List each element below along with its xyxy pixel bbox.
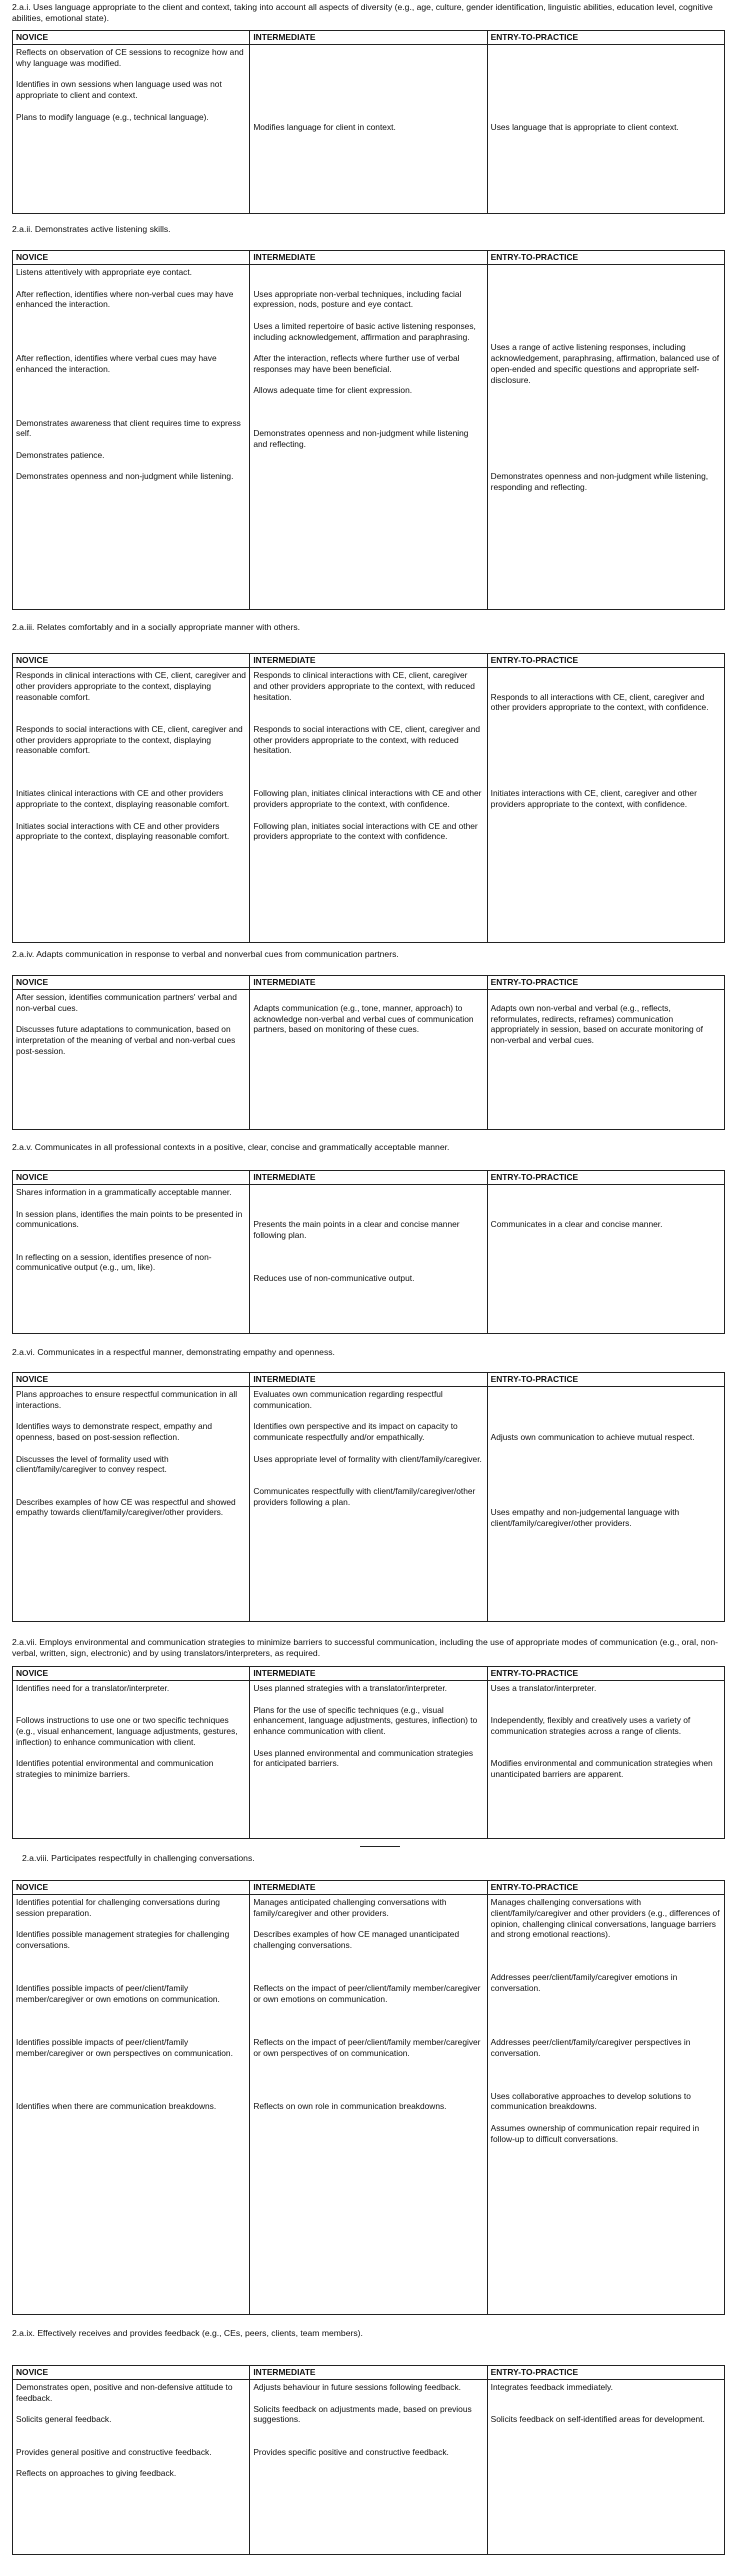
col-header-novice: NOVICE	[13, 251, 250, 265]
col-header-intermediate: INTERMEDIATE	[250, 1667, 487, 1681]
intermediate-cell: Manages anticipated challenging conversations with family/caregiver and other providers. Describes examples of how CE managed unanticipated challenging conversations. Reflects on the impact of peer/client/family member/caregiver or own emotions on communication. Reflects on the impact of peer/client/family member/caregiver or own perspectives of on communication. Reflects on own role in communication breakdowns.	[253, 1897, 481, 2112]
entry-to-practice-cell: Responds to all interactions with CE, client, caregiver and other providers appropriate to the context, with confidence. Initiates interactions with CE, client, caregiver and other providers appropriate to the context, with confidence.	[490, 691, 709, 809]
competency-table-2aii	[12, 250, 725, 610]
col-header-novice: NOVICE	[13, 1171, 250, 1185]
novice-cell: Shares information in a grammatically acceptable manner. In session plans, identifies the main points to be presented in communications. In reflecting on a session, identifies presence of non-communicative output (e.g., um, like).	[16, 1187, 243, 1273]
section-heading-2aiii: 2.a.iii. Relates comfortably and in a socially appropriate manner with others.	[12, 622, 301, 632]
competency-table-2avi	[12, 1372, 725, 1622]
competency-table-2av	[12, 1170, 725, 1334]
competency-table-2aiii	[12, 653, 725, 943]
entry-to-practice-cell: Uses a translator/interpreter. Independently, flexibly and creatively uses a variety of communication strategies across a range of clients. Modifies environmental and communication strategies when unanticipated barriers are apparent.	[490, 1683, 713, 1779]
col-header-entry-to-practice: ENTRY-TO-PRACTICE	[487, 1373, 724, 1387]
intermediate-cell: Modifies language for client in context.	[253, 122, 396, 133]
section-heading-2avii: 2.a.vii. Employs environmental and communication strategies to minimize barriers to successful communication, including the use of appropriate modes of communication (e.g., oral, non-verbal, written, sign, electronic) and by using translators/interpreters, as required.	[12, 1637, 718, 1659]
col-header-novice: NOVICE	[13, 1373, 250, 1387]
col-header-entry-to-practice: ENTRY-TO-PRACTICE	[487, 976, 724, 990]
col-header-entry-to-practice: ENTRY-TO-PRACTICE	[487, 1171, 724, 1185]
novice-cell: Listens attentively with appropriate eye contact. After reflection, identifies where non-verbal cues may have enhanced the interaction. After reflection, identifies where verbal cues may have enhanced the interaction. Demonstrates awareness that client requires time to express self. Demonstrates patience. Demonstrates openness and non-judgment while listening.	[16, 267, 241, 482]
col-header-intermediate: INTERMEDIATE	[250, 251, 487, 265]
entry-to-practice-cell: Communicates in a clear and concise manner.	[490, 1219, 663, 1230]
competency-table-2aiv	[12, 975, 725, 1130]
novice-cell: Plans approaches to ensure respectful communication in all interactions. Identifies ways to demonstrate respect, empathy and openness, based on post-session reflection. Discusses the level of formality used with client/family/caregiver to convey respect. Describes examples of how CE was respectful and showed empathy towards client/family/caregiver/other providers.	[16, 1389, 238, 1518]
col-header-intermediate: INTERMEDIATE	[250, 31, 487, 45]
competency-table-2avii	[12, 1666, 725, 1839]
entry-to-practice-cell: Adapts own non-verbal and verbal (e.g., reflects, reformulates, redirects, reframes) communication appropriately in session, based on accurate monitoring of non-verbal and verbal cues.	[490, 1002, 703, 1045]
competency-table-2aviii	[12, 1880, 725, 2315]
novice-cell: Demonstrates open, positive and non-defensive attitude to feedback. Solicits general feedback. Provides general positive and constructive feedback. Reflects on approaches to giving feedback.	[16, 2382, 233, 2478]
col-header-entry-to-practice: ENTRY-TO-PRACTICE	[487, 2366, 724, 2380]
intermediate-cell: Evaluates own communication regarding respectful communication. Identifies own perspective and its impact on capacity to communicate respectfully and/or empathically. Uses appropriate level of formality with client/family/caregiver. Communicates respectfully with client/family/caregiver/other providers following a plan.	[253, 1389, 482, 1507]
divider-line	[360, 1846, 400, 1847]
col-header-novice: NOVICE	[13, 31, 250, 45]
intermediate-cell: Adapts communication (e.g., tone, manner, approach) to acknowledge non-verbal and verbal cues of communication partners, based on monitoring of these cues.	[253, 1002, 474, 1035]
intermediate-cell: Uses appropriate non-verbal techniques, including facial expression, nods, posture and eye contact. Uses a limited repertoire of basic active listening responses, including acknowledgement, affirmation and paraphrasing. After the interaction, reflects where further use of verbal responses may have been beneficial. Allows adequate time for client expression. Demonstrates openness and non-judgment while listening and reflecting.	[253, 288, 476, 449]
col-header-novice: NOVICE	[13, 976, 250, 990]
intermediate-cell: Adjusts behaviour in future sessions following feedback. Solicits feedback on adjustments made, based on previous suggestions. Provides specific positive and constructive feedback.	[253, 2382, 472, 2457]
section-heading-2av: 2.a.v. Communicates in all professional contexts in a positive, clear, concise and grammatically acceptable manner.	[12, 1142, 450, 1152]
col-header-novice: NOVICE	[13, 1667, 250, 1681]
col-header-entry-to-practice: ENTRY-TO-PRACTICE	[487, 1667, 724, 1681]
novice-cell: Responds in clinical interactions with CE, client, caregiver and other providers appropriate to the context, displaying reasonable comfort. Responds to social interactions with CE, client, caregiver and other providers appropriate to the context, displaying reasonable comfort. Initiates clinical interactions with CE and other providers appropriate to the context, displaying reasonable comfort. Initiates social interactions with CE and other providers appropriate to the context, displaying reasonable comfort.	[16, 670, 246, 842]
section-heading-2avi: 2.a.vi. Communicates in a respectful manner, demonstrating empathy and openness.	[12, 1347, 335, 1357]
competency-table-2ai	[12, 30, 725, 214]
intermediate-cell: Presents the main points in a clear and concise manner following plan. Reduces use of non-communicative output.	[253, 1219, 460, 1283]
novice-cell: Identifies potential for challenging conversations during session preparation. Identifies possible management strategies for challenging conversations. Identifies possible impacts of peer/client/family member/caregiver or own emotions on communication. Identifies possible impacts of peer/client/family member/caregiver or own perspectives on communication. Identifies when there are communication breakdowns.	[16, 1897, 233, 2112]
section-heading-2ai: 2.a.i. Uses language appropriate to the client and context, taking into account all aspects of diversity (e.g., age, culture, gender identification, linguistic abilities, education level, cognitive abilities, emotional state).	[12, 2, 713, 24]
intermediate-cell: Responds to clinical interactions with CE, client, caregiver and other providers appropriate to the context, with reduced hesitation. Responds to social interactions with CE, client, caregiver and other providers appropriate to the context, with reduced hesitation. Following plan, initiates clinical interactions with CE and other providers appropriate to the context, with confidence. Following plan, initiates social interactions with CE and other providers appropriate to the context with confidence.	[253, 670, 482, 842]
col-header-entry-to-practice: ENTRY-TO-PRACTICE	[487, 251, 724, 265]
competency-table-2aix	[12, 2365, 725, 2555]
novice-cell: Reflects on observation of CE sessions to recognize how and why language was modified. Identifies in own sessions when language used was not appropriate to client and context. Plans to modify language (e.g., technical language).	[16, 47, 244, 122]
section-heading-2aix: 2.a.ix. Effectively receives and provides feedback (e.g., CEs, peers, clients, team members).	[12, 2328, 363, 2338]
entry-to-practice-cell: Uses a range of active listening responses, including acknowledgement, paraphrasing, affirmation, balanced use of open-ended and specific questions and appropriate self-disclosure. Demonstrates openness and non-judgment while listening, responding and reflecting.	[490, 342, 720, 492]
col-header-entry-to-practice: ENTRY-TO-PRACTICE	[487, 654, 724, 668]
entry-to-practice-cell: Manages challenging conversations with client/family/caregiver and other providers (e.g., differences of opinion, challenging clinical conversations, language barriers and strong emotional reactions). Addresses peer/client/family/caregiver emotions in conversation. Addresses peer/client/family/caregiver perspectives in conversation. Uses collaborative approaches to develop solutions to communication breakdowns. Assumes ownership of communication repair required in follow-up to difficult conversations.	[490, 1897, 720, 2144]
entry-to-practice-cell: Integrates feedback immediately. Solicits feedback on self-identified areas for development.	[490, 2382, 705, 2425]
novice-cell: After session, identifies communication partners' verbal and non-verbal cues. Discusses future adaptations to communication, based on interpretation of the meaning of verbal and non-verbal cues post-session.	[16, 992, 237, 1056]
novice-cell: Identifies need for a translator/interpreter. Follows instructions to use one or two specific techniques (e.g., visual enhancement, language adjustments, gestures, inflection) to enhance communication with client. Identifies potential environmental and communication strategies to minimize barriers.	[16, 1683, 238, 1779]
entry-to-practice-cell: Adjusts own communication to achieve mutual respect. Uses empathy and non-judgemental language with client/family/caregiver/other providers.	[490, 1432, 695, 1528]
entry-to-practice-cell: Uses language that is appropriate to client context.	[490, 122, 679, 133]
col-header-intermediate: INTERMEDIATE	[250, 1171, 487, 1185]
col-header-entry-to-practice: ENTRY-TO-PRACTICE	[487, 31, 724, 45]
col-header-intermediate: INTERMEDIATE	[250, 976, 487, 990]
col-header-novice: NOVICE	[13, 1881, 250, 1895]
col-header-intermediate: INTERMEDIATE	[250, 1881, 487, 1895]
intermediate-cell: Uses planned strategies with a translator/interpreter. Plans for the use of specific techniques (e.g., visual enhancement, language adjustments, gestures, inflection) to enhance communication with client. Uses planned environmental and communication strategies for anticipated barriers.	[253, 1683, 478, 1769]
col-header-novice: NOVICE	[13, 654, 250, 668]
section-heading-2aii: 2.a.ii. Demonstrates active listening skills.	[12, 224, 171, 234]
section-heading-2aviii: 2.a.viii. Participates respectfully in challenging conversations.	[22, 1853, 255, 1863]
section-heading-2aiv: 2.a.iv. Adapts communication in response to verbal and nonverbal cues from communication partners.	[12, 949, 399, 959]
col-header-intermediate: INTERMEDIATE	[250, 2366, 487, 2380]
col-header-intermediate: INTERMEDIATE	[250, 1373, 487, 1387]
col-header-entry-to-practice: ENTRY-TO-PRACTICE	[487, 1881, 724, 1895]
col-header-intermediate: INTERMEDIATE	[250, 654, 487, 668]
col-header-novice: NOVICE	[13, 2366, 250, 2380]
